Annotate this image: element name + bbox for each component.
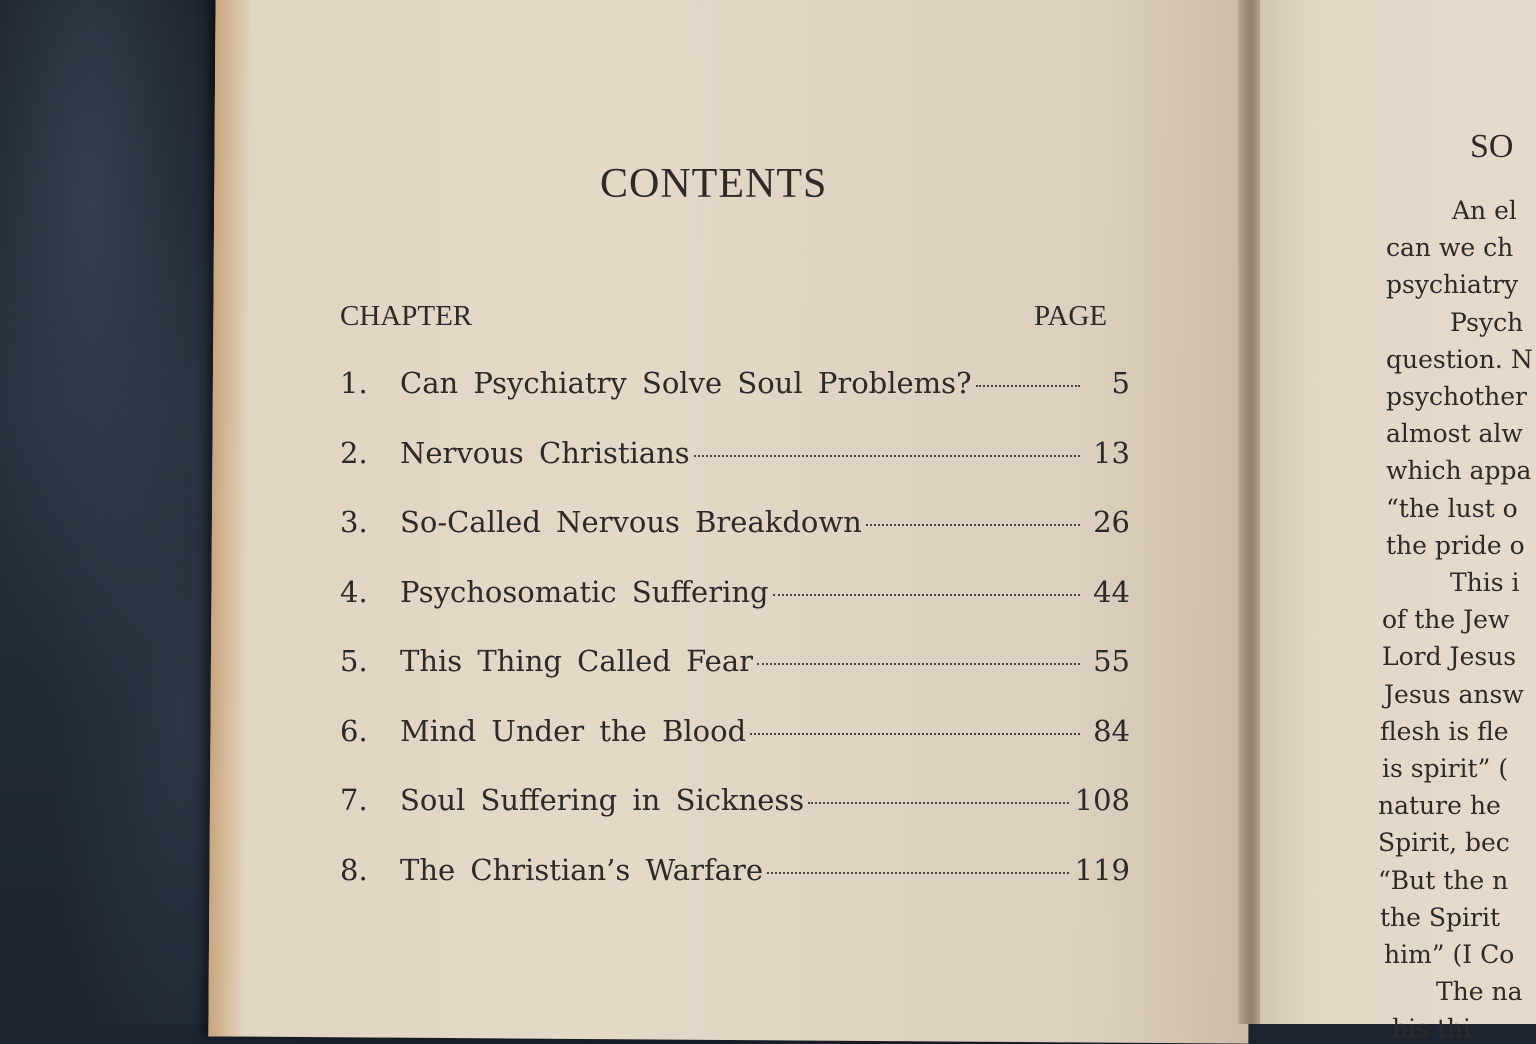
toc-entry-title: So-Called Nervous Breakdown — [400, 505, 862, 539]
toc-entry-title: This Thing Called Fear — [400, 644, 753, 678]
facing-page-line: the Spirit — [1380, 902, 1501, 932]
facing-page-line: Jesus answ — [1384, 679, 1524, 709]
toc-entry-number: 8. — [340, 852, 368, 887]
dot-leader — [767, 872, 1069, 874]
toc-entry-number: 4. — [340, 574, 368, 609]
facing-page-line: psychother — [1386, 382, 1528, 411]
facing-page-line: The na — [1436, 977, 1523, 1007]
dot-leader — [866, 524, 1080, 526]
facing-page-line: the pride o — [1386, 530, 1525, 560]
facing-page — [1260, 0, 1536, 1044]
dot-leader — [773, 594, 1080, 596]
facing-page-line: can we ch — [1386, 233, 1514, 263]
toc-entry-page: 5 — [1111, 366, 1130, 400]
toc-entry-number: 6. — [340, 713, 368, 748]
toc-entry — [340, 575, 1130, 645]
toc-entry-number: 5. — [340, 644, 368, 678]
facing-page-line: psychiatry — [1386, 270, 1519, 300]
facing-page-line: Lord Jesus — [1382, 642, 1517, 672]
chapter-column-header: CHAPTER — [340, 300, 473, 332]
facing-page-line: which appa — [1386, 456, 1532, 486]
toc-entry-title: Nervous Christians — [400, 435, 690, 470]
facing-page-line: “the lust o — [1386, 493, 1518, 523]
toc-entry — [340, 505, 1130, 575]
toc-entry — [340, 853, 1130, 923]
toc-entry-title: Mind Under the Blood — [400, 713, 747, 748]
toc-entry-number: 7. — [340, 783, 368, 817]
dot-leader — [976, 385, 1080, 387]
toc-entry — [340, 783, 1130, 853]
facing-page-line: almost alw — [1386, 419, 1523, 449]
facing-page-line: his thi — [1392, 1014, 1472, 1044]
toc-entry-title: Can Psychiatry Solve Soul Problems? — [400, 366, 972, 400]
facing-page-text — [1260, 0, 1536, 1044]
toc-entry — [340, 366, 1130, 436]
page-column-header: PAGE — [1034, 300, 1108, 332]
facing-page-line: question. N — [1386, 344, 1533, 374]
facing-page-line: flesh is fle — [1380, 716, 1509, 746]
dot-leader — [694, 455, 1080, 457]
toc-entry-page: 119 — [1074, 852, 1130, 887]
toc-entry-page: 55 — [1093, 644, 1130, 678]
facing-page-title: SO — [1470, 128, 1514, 165]
toc-entry — [340, 714, 1130, 784]
facing-page-line: of the Jew — [1382, 605, 1510, 635]
toc-entry-title: Psychosomatic Suffering — [400, 574, 769, 609]
dot-leader — [757, 663, 1080, 665]
toc-entry — [340, 644, 1130, 714]
toc-entry-title: The Christian’s Warfare — [400, 852, 763, 887]
toc-entry-page: 84 — [1093, 713, 1130, 748]
facing-page-line: is spirit” ( — [1382, 754, 1509, 783]
toc-entry-number: 3. — [340, 505, 368, 539]
toc-entry-page: 13 — [1093, 435, 1130, 470]
facing-page-line: Psych — [1450, 307, 1524, 337]
toc-entry-page: 44 — [1093, 574, 1130, 609]
toc-entry-page: 26 — [1093, 505, 1130, 539]
dot-leader — [808, 802, 1069, 804]
contents-title: CONTENTS — [600, 161, 828, 207]
toc-entry — [340, 436, 1130, 506]
toc-entry-title: Soul Suffering in Sickness — [400, 783, 805, 817]
toc-entry-number: 1. — [340, 366, 368, 400]
facing-page-line: Spirit, bec — [1378, 828, 1510, 858]
facing-page-line: An el — [1452, 196, 1517, 225]
facing-page-line: This i — [1450, 568, 1520, 597]
dot-leader — [750, 733, 1080, 735]
toc-entry-page: 108 — [1074, 783, 1130, 817]
facing-page-line: nature he — [1378, 791, 1501, 821]
toc-list — [340, 366, 1130, 922]
toc-entry-number: 2. — [340, 435, 368, 470]
facing-page-line: him” (I Co — [1384, 940, 1515, 969]
facing-page-line: “But the n — [1378, 865, 1509, 895]
